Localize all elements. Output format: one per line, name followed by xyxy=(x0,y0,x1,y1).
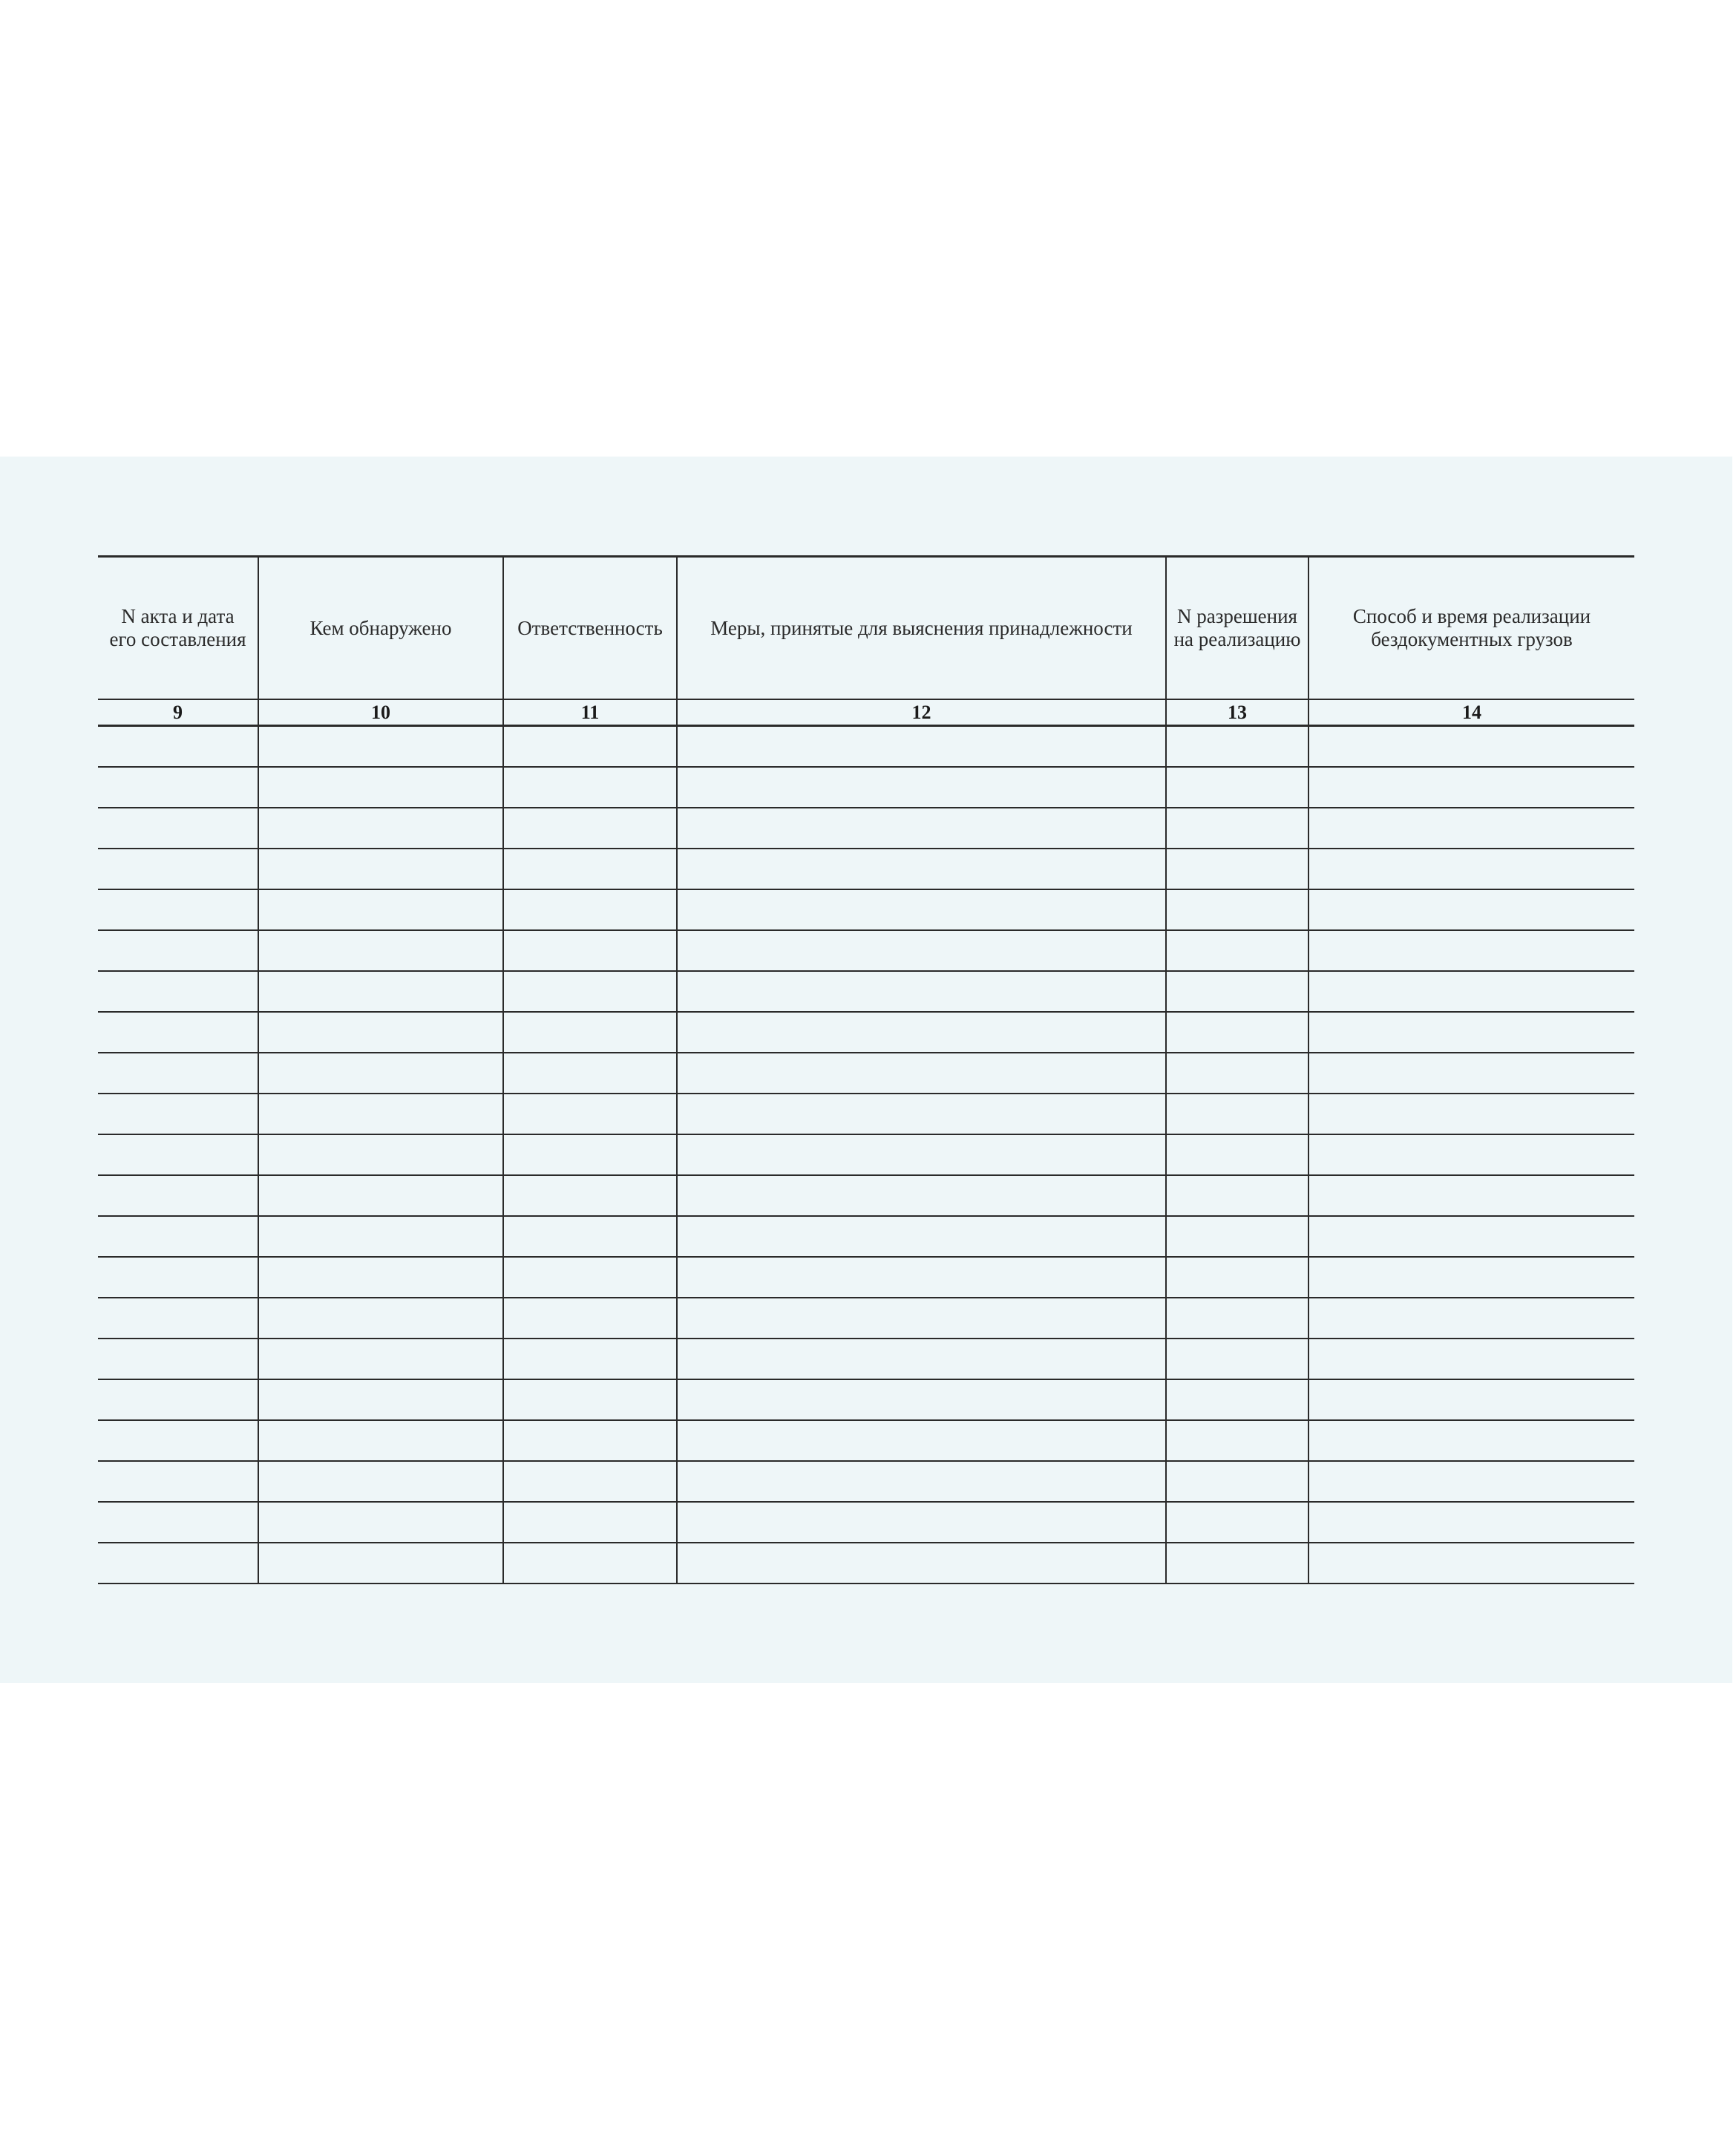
table-row xyxy=(98,1257,1634,1298)
table-cell xyxy=(503,1012,677,1053)
table-cell xyxy=(503,1339,677,1379)
header-measures-taken: Меры, принятые для выяснения принадлежности xyxy=(677,557,1166,700)
table-row xyxy=(98,726,1634,768)
table-cell xyxy=(1308,1094,1634,1134)
table-cell xyxy=(98,1461,258,1502)
table-cell xyxy=(1166,1339,1308,1379)
table-cell xyxy=(258,1257,503,1298)
header-discovered-by: Кем обнаружено xyxy=(258,557,503,700)
header-sale-permit-number: N разрешения на реализацию xyxy=(1166,557,1308,700)
table-cell xyxy=(258,1175,503,1216)
table-row xyxy=(98,1543,1634,1584)
table-cell xyxy=(1166,849,1308,889)
table-cell xyxy=(258,1012,503,1053)
table-cell xyxy=(677,726,1166,768)
column-number: 11 xyxy=(503,699,677,726)
header-row xyxy=(98,557,1634,700)
table-cell xyxy=(503,1502,677,1543)
header-sale-method-time: Способ и время реализации бездокументных грузов xyxy=(1308,557,1634,700)
table-cell xyxy=(1166,808,1308,849)
table-cell xyxy=(1308,1543,1634,1584)
table-row xyxy=(98,849,1634,889)
table-cell xyxy=(1308,1257,1634,1298)
table-cell xyxy=(258,1298,503,1339)
table-cell xyxy=(503,971,677,1012)
table-cell xyxy=(1308,726,1634,768)
header-act-number-date: N акта и дата его составления xyxy=(98,557,258,700)
table-cell xyxy=(1308,1420,1634,1461)
table-cell xyxy=(1308,1134,1634,1175)
table-cell xyxy=(677,1134,1166,1175)
table-row xyxy=(98,1053,1634,1094)
table-cell xyxy=(258,1216,503,1257)
table-cell xyxy=(677,889,1166,930)
table-cell xyxy=(1166,767,1308,808)
table-cell xyxy=(258,1420,503,1461)
table-cell xyxy=(677,1461,1166,1502)
table-cell xyxy=(258,767,503,808)
table-cell xyxy=(1166,726,1308,768)
table-cell xyxy=(677,1502,1166,1543)
table-cell xyxy=(503,1134,677,1175)
table-cell xyxy=(1308,1298,1634,1339)
table-cell xyxy=(258,849,503,889)
table-cell xyxy=(1166,1420,1308,1461)
table-cell xyxy=(677,1175,1166,1216)
table-cell xyxy=(258,1134,503,1175)
header-responsibility: Ответственность xyxy=(503,557,677,700)
cargo-register-table xyxy=(98,555,1634,1584)
table-cell xyxy=(98,1502,258,1543)
table-cell xyxy=(503,767,677,808)
table-cell xyxy=(1308,767,1634,808)
table-row xyxy=(98,889,1634,930)
table-cell xyxy=(677,1012,1166,1053)
table-cell xyxy=(258,1543,503,1584)
table-cell xyxy=(1166,889,1308,930)
table-cell xyxy=(503,930,677,971)
table-row xyxy=(98,767,1634,808)
table-cell xyxy=(1308,889,1634,930)
table-row xyxy=(98,1134,1634,1175)
table-cell xyxy=(1308,1339,1634,1379)
table-body xyxy=(98,726,1634,1584)
table-row xyxy=(98,1298,1634,1339)
table-cell xyxy=(258,1379,503,1420)
table-cell xyxy=(1308,971,1634,1012)
table-cell xyxy=(1166,1094,1308,1134)
table-cell xyxy=(677,1094,1166,1134)
table-cell xyxy=(258,930,503,971)
table-cell xyxy=(1308,1216,1634,1257)
table-cell xyxy=(258,889,503,930)
table-cell xyxy=(98,1339,258,1379)
table-cell xyxy=(677,1298,1166,1339)
table-cell xyxy=(98,1053,258,1094)
table-cell xyxy=(677,1379,1166,1420)
table-cell xyxy=(503,849,677,889)
table-row xyxy=(98,971,1634,1012)
table-cell xyxy=(677,1257,1166,1298)
table-cell xyxy=(503,1216,677,1257)
table-cell xyxy=(503,1298,677,1339)
table-cell xyxy=(98,1012,258,1053)
table-cell xyxy=(503,889,677,930)
table-cell xyxy=(1166,1543,1308,1584)
table-cell xyxy=(98,889,258,930)
table-row xyxy=(98,1502,1634,1543)
table-cell xyxy=(503,1379,677,1420)
table-cell xyxy=(1166,930,1308,971)
table-cell xyxy=(1166,1502,1308,1543)
table-cell xyxy=(503,1461,677,1502)
table-cell xyxy=(98,1257,258,1298)
table-cell xyxy=(1166,1053,1308,1094)
column-number-row xyxy=(98,699,1634,726)
table-row xyxy=(98,1420,1634,1461)
table-cell xyxy=(503,1094,677,1134)
table-row xyxy=(98,1094,1634,1134)
table-row xyxy=(98,1379,1634,1420)
table-cell xyxy=(258,1502,503,1543)
table-cell xyxy=(677,849,1166,889)
table-cell xyxy=(677,1420,1166,1461)
table-cell xyxy=(98,1134,258,1175)
table-cell xyxy=(98,1379,258,1420)
table-cell xyxy=(677,930,1166,971)
table-cell xyxy=(98,808,258,849)
table-cell xyxy=(677,971,1166,1012)
table-cell xyxy=(98,1420,258,1461)
table-cell xyxy=(503,1175,677,1216)
table-row xyxy=(98,1216,1634,1257)
column-number: 12 xyxy=(677,699,1166,726)
table-cell xyxy=(1308,849,1634,889)
table-cell xyxy=(98,971,258,1012)
column-number: 14 xyxy=(1308,699,1634,726)
table-cell xyxy=(1308,808,1634,849)
table-row xyxy=(98,1339,1634,1379)
table-cell xyxy=(1166,1298,1308,1339)
table-cell xyxy=(503,808,677,849)
table-row xyxy=(98,808,1634,849)
table-cell xyxy=(1308,1053,1634,1094)
table-cell xyxy=(503,1543,677,1584)
table-cell xyxy=(258,971,503,1012)
table-cell xyxy=(258,1339,503,1379)
table-cell xyxy=(258,1094,503,1134)
column-number: 13 xyxy=(1166,699,1308,726)
table-cell xyxy=(1166,1257,1308,1298)
table-cell xyxy=(98,849,258,889)
table-cell xyxy=(1308,930,1634,971)
table-cell xyxy=(98,1094,258,1134)
column-number: 10 xyxy=(258,699,503,726)
table-cell xyxy=(1166,1461,1308,1502)
table-cell xyxy=(98,1175,258,1216)
table-cell xyxy=(503,1053,677,1094)
table-cell xyxy=(503,1257,677,1298)
table-row xyxy=(98,1012,1634,1053)
table-row xyxy=(98,1461,1634,1502)
table-row xyxy=(98,930,1634,971)
table-cell xyxy=(1166,1379,1308,1420)
table-cell xyxy=(677,767,1166,808)
table-cell xyxy=(258,726,503,768)
table-cell xyxy=(258,1053,503,1094)
table-cell xyxy=(98,726,258,768)
table-cell xyxy=(1166,1134,1308,1175)
table-cell xyxy=(503,1420,677,1461)
column-number: 9 xyxy=(98,699,258,726)
table-cell xyxy=(1308,1175,1634,1216)
table-cell xyxy=(503,726,677,768)
table-cell xyxy=(1166,971,1308,1012)
table-cell xyxy=(677,1543,1166,1584)
table-cell xyxy=(677,1053,1166,1094)
table-cell xyxy=(1308,1502,1634,1543)
table-cell xyxy=(98,767,258,808)
table-cell xyxy=(1308,1012,1634,1053)
table-cell xyxy=(1166,1012,1308,1053)
table-cell xyxy=(98,1543,258,1584)
table-cell xyxy=(1166,1175,1308,1216)
table-row xyxy=(98,1175,1634,1216)
table-cell xyxy=(1166,1216,1308,1257)
table-cell xyxy=(98,1216,258,1257)
table-cell xyxy=(258,808,503,849)
table-cell xyxy=(1308,1379,1634,1420)
table-cell xyxy=(677,808,1166,849)
table-cell xyxy=(677,1339,1166,1379)
table-cell xyxy=(258,1461,503,1502)
table-cell xyxy=(98,930,258,971)
table-cell xyxy=(98,1298,258,1339)
table-cell xyxy=(1308,1461,1634,1502)
table-cell xyxy=(677,1216,1166,1257)
